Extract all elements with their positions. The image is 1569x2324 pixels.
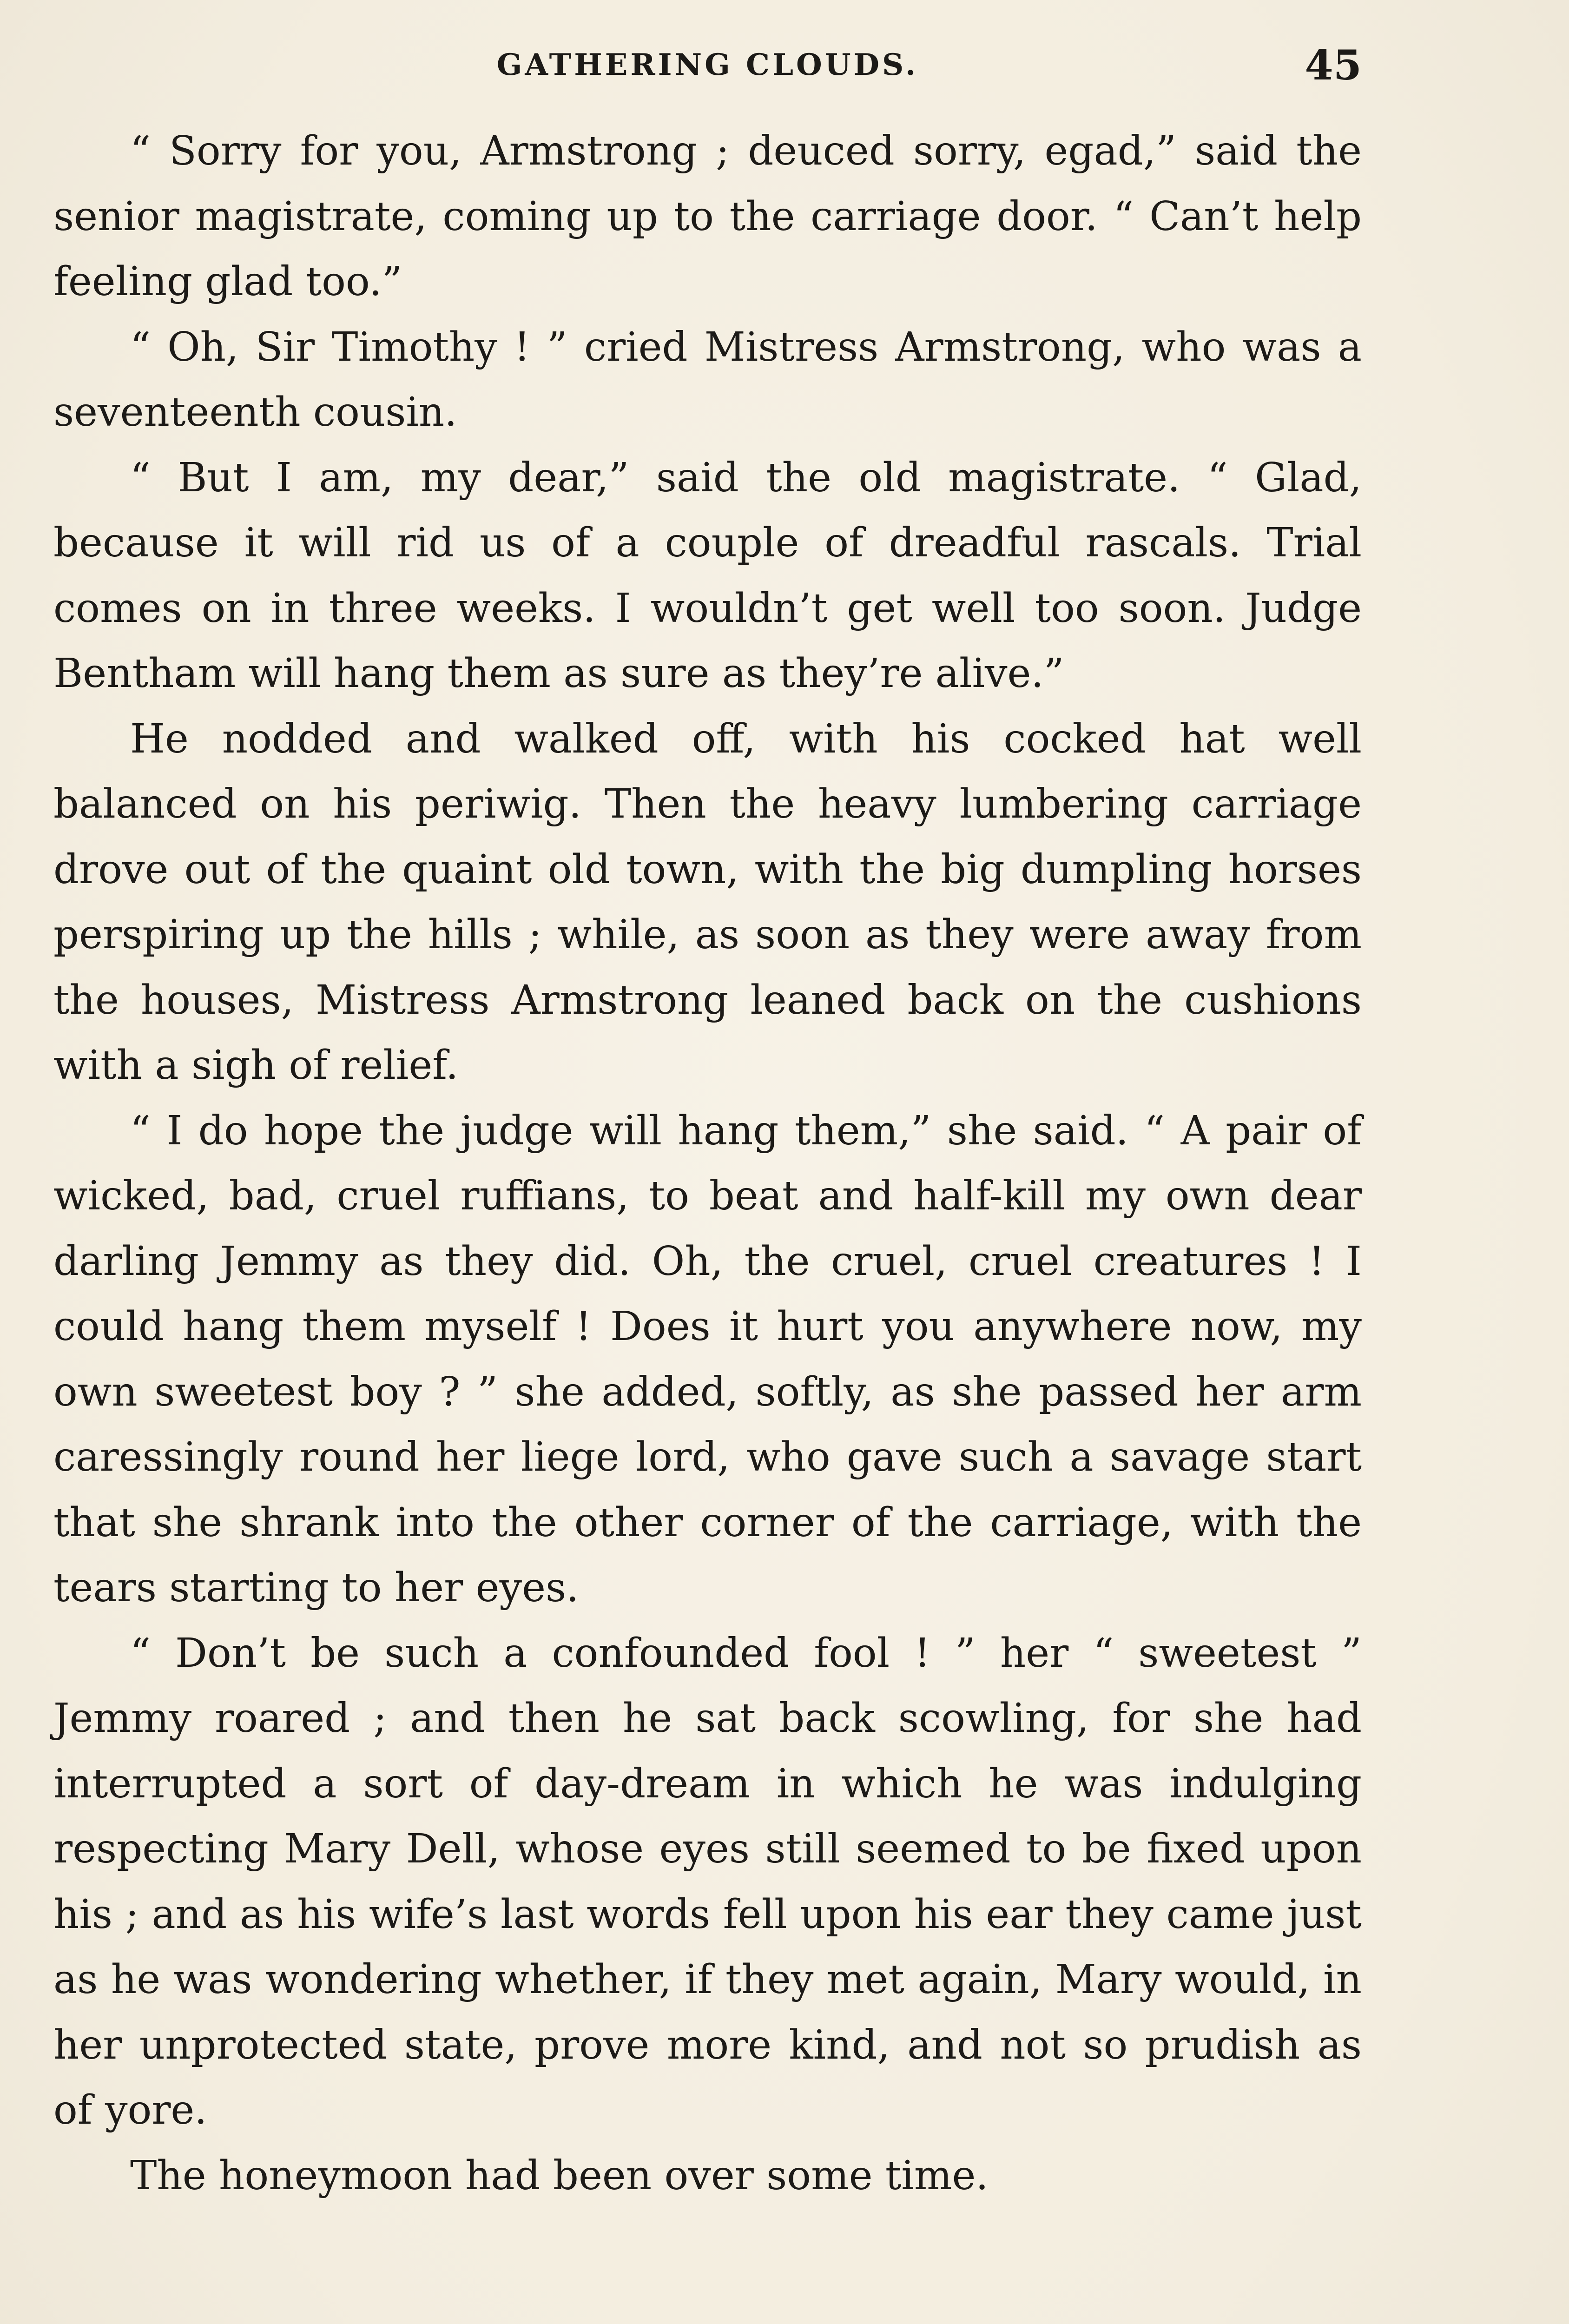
paragraph: “ But I am, my dear,” said the old magistrate. “ Glad, because it will rid us of a couple of dreadful rascals. Trial comes on in three weeks. I wouldn’t get well too soon. Judge Bentham will hang them as sure as they’re alive.” <box>53 454 1362 697</box>
paragraph: “ Sorry for you, Armstrong ; deuced sorry, egad,” said the senior magistrate, coming up to the carriage door. “ Can’t help feeling glad too.” <box>53 128 1362 305</box>
paragraph: “ Don’t be such a confounded fool ! ” her “ sweetest ” Jemmy roared ; and then he sat back scowling, for she had interrupted a sort of day-dream in which he was indulging respecting Mary Dell, whose eyes still seemed to be fixed upon his ; and as his wife’s last words fell upon his ear they came just as he was wondering whether, if they met again, Mary would, in her unprotected state, prove more kind, and not so prudish as of yore. <box>53 1630 1362 2133</box>
body-text <box>53 119 1362 2208</box>
running-head: GATHERING CLOUDS. <box>496 47 919 82</box>
page-number: 45 <box>1305 41 1362 89</box>
paragraph: The honeymoon had been over some time. <box>130 2152 989 2199</box>
paragraph: He nodded and walked off, with his cocked hat well balanced on his periwig. Then the heavy lumbering carriage drove out of the quaint old town, with the big dumpling horses perspiring up the hills ; while, as soon as they were away from the houses, Mistress Armstrong leaned back on the cushions with a sigh of relief. <box>53 715 1362 1089</box>
paragraph: “ Oh, Sir Timothy ! ” cried Mistress Armstrong, who was a seventeenth cousin. <box>53 324 1362 436</box>
paragraph: “ I do hope the judge will hang them,” she said. “ A pair of wicked, bad, cruel ruffians, to beat and half-kill my own dear darling Jemmy as they did. Oh, the cruel, cruel creatures ! I could hang them myself ! Does it hurt you anywhere now, my own sweetest boy ? ” she added, softly, as she passed her arm caressingly round her liege lord, who gave such a savage start that she shrank into the other corner of the carriage, with the tears starting to her eyes. <box>53 1107 1362 1611</box>
page-header <box>53 42 1362 88</box>
